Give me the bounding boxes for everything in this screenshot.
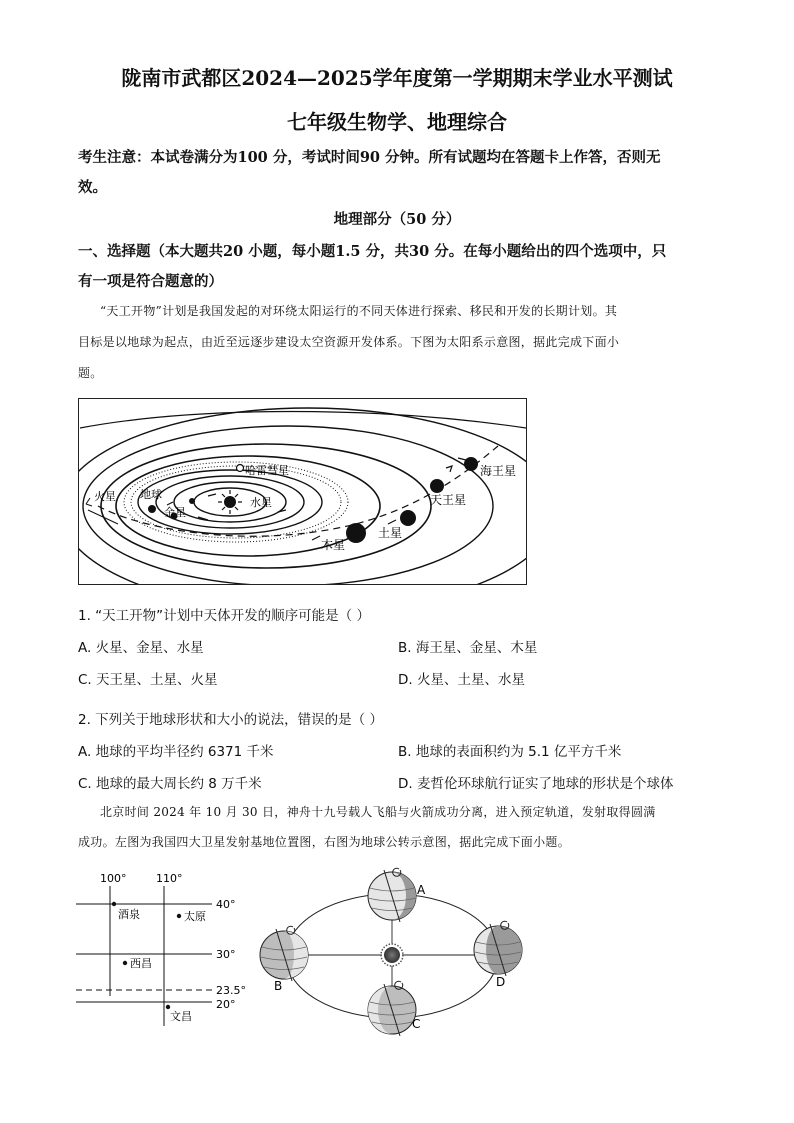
material1-line-3: 题。: [78, 366, 103, 380]
q1-option-d[interactable]: D. 火星、土星、水星: [398, 672, 525, 688]
taiyuan-marker: [177, 914, 181, 918]
earth-label: 地球: [140, 488, 162, 501]
question-1-stem: 1. “天工开物”计划中天体开发的顺序可能是（ ）: [78, 608, 370, 624]
mars-label: 火星: [94, 490, 116, 503]
xichang-label: 西昌: [130, 957, 152, 970]
jiuquan-marker: [112, 902, 116, 906]
material2-line-1: 北京时间 2024 年 10 月 30 日，神舟十九号载人飞船与火箭成功分离，进入预定轨道，发射取得圆满: [100, 805, 656, 819]
uranus-label: 天王星: [430, 493, 467, 507]
material2-line-2: 成功。左图为我国四大卫星发射基地位置图，右图为地球公转示意图，据此完成下面小题。: [78, 835, 571, 849]
q2-option-a[interactable]: A. 地球的平均半径约 6371 千米: [78, 744, 274, 760]
q2-option-d[interactable]: D. 麦哲伦环球航行证实了地球的形状是个球体: [398, 776, 674, 792]
venus-label: 金星: [164, 506, 186, 519]
part-one-line-2: 有一项是符合题意的）: [78, 273, 223, 290]
label-d: D: [496, 975, 506, 989]
comet-label: 哈雷彗星: [245, 464, 289, 477]
sun-icon: [381, 944, 403, 966]
earth-position-b: [260, 926, 308, 981]
neptune-label: 海王星: [480, 464, 517, 478]
jiuquan-label: 酒泉: [118, 908, 140, 921]
lat-30-label: 30°: [216, 948, 236, 961]
jupiter-label: 木星: [321, 538, 346, 552]
earth-planet: [148, 505, 156, 513]
jupiter-planet: [346, 523, 366, 543]
question-2-stem: 2. 下列关于地球形状和大小的说法，错误的是（ ）: [78, 712, 383, 728]
part-one-line-1: 一、选择题（本大题共20 小题，每小题1.5 分，共30 分。在每小题给出的四个选项中，只: [78, 243, 667, 260]
lat-20-label: 20°: [216, 998, 236, 1011]
saturn-label: 土星: [378, 526, 403, 540]
lat-23-5-label: 23.5°: [216, 984, 246, 997]
wenchang-label: 文昌: [170, 1010, 192, 1023]
neptune-planet: [464, 457, 478, 471]
lon-100-label: 100°: [100, 872, 127, 885]
label-a: A: [417, 883, 426, 897]
earth-position-c: [368, 981, 416, 1036]
solar-system-diagram: [78, 398, 528, 586]
earth-position-d: [474, 921, 522, 976]
notice-line-2: 效。: [78, 179, 107, 196]
material1-line-1: “天工开物”计划是我国发起的对环绕太阳运行的不同天体进行探索、移民和开发的长期计划。其: [100, 304, 618, 318]
xichang-marker: [123, 961, 127, 965]
exam-subtitle: 七年级生物学、地理综合: [287, 110, 507, 134]
q2-option-b[interactable]: B. 地球的表面积约为 5.1 亿平方千米: [398, 744, 622, 760]
mercury-planet: [189, 498, 195, 504]
label-c: C: [412, 1017, 421, 1031]
notice-line-1: 考生注意：本试卷满分为100 分，考试时间90 分钟。所有试题均在答题卡上作答，否则无: [78, 149, 661, 166]
uranus-planet: [430, 479, 444, 493]
lon-110-label: 110°: [156, 872, 183, 885]
q1-option-a[interactable]: A. 火星、金星、水星: [78, 640, 204, 656]
exam-title: 陇南市武都区2024—2025学年度第一学期期末学业水平测试: [121, 66, 673, 90]
q2-option-c[interactable]: C. 地球的最大周长约 8 万千米: [78, 776, 262, 792]
halley-comet: [237, 465, 244, 472]
lat-40-label: 40°: [216, 898, 236, 911]
label-b: B: [274, 979, 283, 993]
launch-sites-map: [72, 868, 252, 1030]
saturn-planet: [400, 510, 416, 526]
earth-revolution-diagram: [256, 866, 528, 1036]
taiyuan-label: 太原: [184, 910, 206, 923]
section-title: 地理部分（50 分）: [333, 211, 461, 228]
mercury-label: 水星: [250, 496, 272, 509]
wenchang-marker: [166, 1005, 170, 1009]
q1-option-b[interactable]: B. 海王星、金星、木星: [398, 640, 538, 656]
material1-line-2: 目标是以地球为起点，由近至远逐步建设太空资源开发体系。下图为太阳系示意图，据此完成下面小: [78, 335, 620, 349]
earth-position-a: [368, 868, 416, 922]
q1-option-c[interactable]: C. 天王星、土星、火星: [78, 672, 218, 688]
